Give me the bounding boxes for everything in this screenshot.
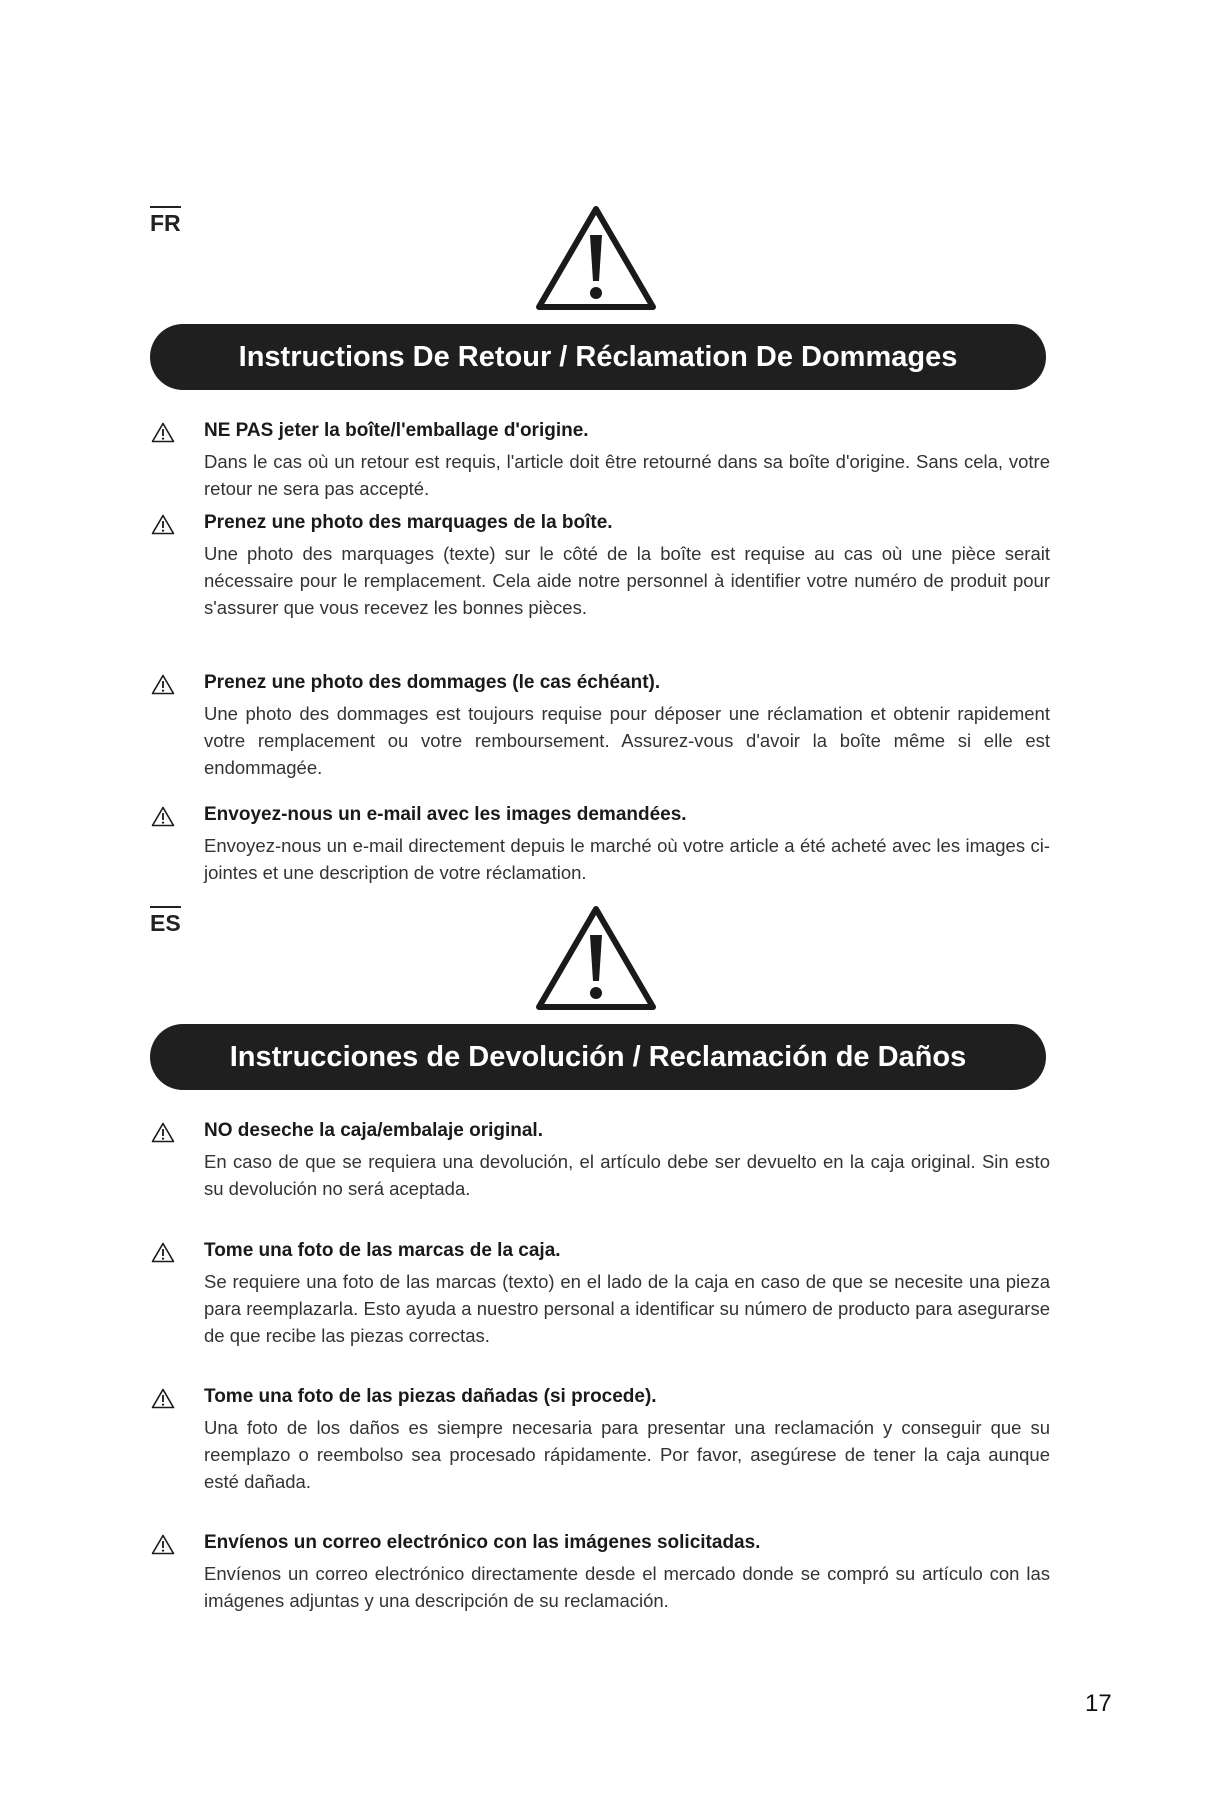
instruction-heading: NO deseche la caja/embalaje original. (204, 1120, 543, 1141)
page-number: 17 (1085, 1690, 1112, 1717)
instruction-text: Se requiere una foto de las marcas (texto) en el lado de la caja en caso de que se necesite una pieza para reemplazarla. Esto ayuda a nuestro personal a identificar su número de producto para asegurarse de que recibe las piezas correctas. (204, 1271, 1050, 1346)
language-tag-es: ES (150, 906, 181, 935)
warning-icon (151, 1388, 175, 1409)
instruction-heading: Prenez une photo des dommages (le cas échéant). (204, 672, 661, 693)
section-title-banner-fr: Instructions De Retour / Réclamation De Dommages (150, 324, 1046, 390)
instruction-text: Dans le cas où un retour est requis, l'article doit être retourné dans sa boîte d'origine. Sans cela, votre retour ne sera pas accepté. (204, 451, 1050, 499)
warning-triangle-icon (535, 205, 657, 311)
instruction-heading: Envíenos un correo electrónico con las imágenes solicitadas. (204, 1532, 761, 1553)
instruction-heading: Envoyez-nous un e-mail avec les images demandées. (204, 804, 687, 825)
instruction-text: Une photo des marquages (texte) sur le côté de la boîte est requise au cas où une pièce serait nécessaire pour le remplacement. Cela aide notre personnel à identifier votre numéro de produit pour s'assurer que vous recevez les bonnes pièces. (204, 543, 1050, 618)
instruction-text: Envoyez-nous un e-mail directement depuis le marché où votre article a été acheté avec les images ci-jointes et une description de votre réclamation. (204, 835, 1050, 883)
warning-icon (151, 1122, 175, 1143)
instruction-text: Une photo des dommages est toujours requise pour déposer une réclamation et obtenir rapidement votre remplacement ou votre remboursement. Assurez-vous d'avoir la boîte même si elle est endommagée. (204, 703, 1050, 778)
instruction-heading: NE PAS jeter la boîte/l'emballage d'origine. (204, 420, 589, 441)
warning-triangle-icon (535, 905, 657, 1011)
warning-icon (151, 514, 175, 535)
warning-icon (151, 674, 175, 695)
section-title-banner-es: Instrucciones de Devolución / Reclamación de Daños (150, 1024, 1046, 1090)
instruction-text: Una foto de los daños es siempre necesaria para presentar una reclamación y conseguir que su reemplazo o reembolso sea procesado rápidamente. Por favor, asegúrese de tener la caja aunque esté dañada. (204, 1417, 1050, 1492)
language-tag-fr: FR (150, 206, 181, 235)
instruction-heading: Tome una foto de las piezas dañadas (si procede). (204, 1386, 657, 1407)
instruction-heading: Tome una foto de las marcas de la caja. (204, 1240, 561, 1261)
instruction-text: Envíenos un correo electrónico directamente desde el mercado donde se compró su artículo con las imágenes adjuntas y una descripción de su reclamación. (204, 1563, 1050, 1611)
warning-icon (151, 422, 175, 443)
instruction-text: En caso de que se requiera una devolución, el artículo debe ser devuelto en la caja original. Sin esto su devolución no será aceptada. (204, 1151, 1050, 1199)
instruction-heading: Prenez une photo des marquages de la boîte. (204, 512, 613, 533)
warning-icon (151, 1242, 175, 1263)
warning-icon (151, 806, 175, 827)
warning-icon (151, 1534, 175, 1555)
